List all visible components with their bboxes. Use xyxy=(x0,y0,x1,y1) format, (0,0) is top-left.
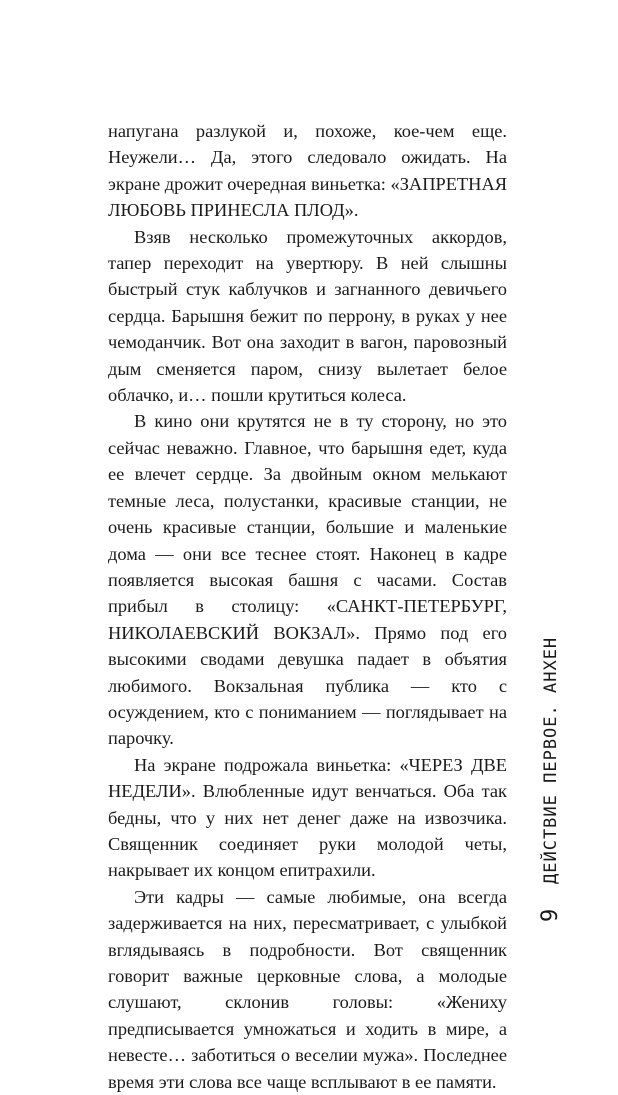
paragraph-1: напугана разлукой и, похоже, кое-чем еще. Неужели… Да, этого следовало ожидать. На экране дрожит очередная виньетка: «ЗАПРЕТНАЯ ЛЮБОВЬ ПРИНЕСЛА ПЛОД». xyxy=(108,121,507,221)
page-number: 9 xyxy=(538,908,563,922)
paragraph-3: В кино они крутятся не в ту сторону, но это сейчас неважно. Главное, что барышня едет, куда ее влечет сердце. За двойным окном мелькают темные леса, полустанки, красивые станции, не очень красивые станции, большие и маленькие дома — они все теснее стоят. Наконец в кадре появляется высокая башня с часами. Состав прибыл в столицу: «САНКТ-ПЕТЕРБУРГ, НИКОЛАЕВСКИЙ ВОКЗАЛ». Прямо под его высокими сводами девушка падает в объятия любимого. Вокзальная публика — кто с осуждением, кто с пониманием — поглядывает на парочку. xyxy=(108,411,507,749)
paragraph-2: Взяв несколько промежуточных аккордов, тапер переходит на увертюру. В ней слышны быстрый стук каблучков и загнанного девичьего сердца. Барышня бежит по перрону, в руках у нее чемоданчик. Вот она заходит в вагон, паровозный дым сменяется паром, снизу вылетает белое облачко, и… пошли крутиться колеса. xyxy=(108,226,507,406)
paragraph-5: Эти кадры — самые любимые, она всегда задерживается на них, пересматривает, с улыбкой вглядываясь в подробности. Вот священник говорит важные церковные слова, а молодые слушают, склонив головы: «Жениху предписывается умножаться и ходить в мире, а невесте… заботиться о веселии мужа». Последнее время эти слова все чаще всплывают в ее памяти. xyxy=(108,886,507,1092)
paragraph-4: На экране подрожала виньетка: «ЧЕРЕЗ ДВЕ НЕДЕЛИ». Влюбленные идут венчаться. Оба так бедны, что у них нет денег даже на извозчика. Священник соединяет руки молодой четы, накрывает их концом епитрахили. xyxy=(108,754,507,881)
running-head: ДЕЙСТВИЕ ПЕРВОЕ. АНХЕН xyxy=(541,636,561,884)
body-text xyxy=(108,118,507,1095)
